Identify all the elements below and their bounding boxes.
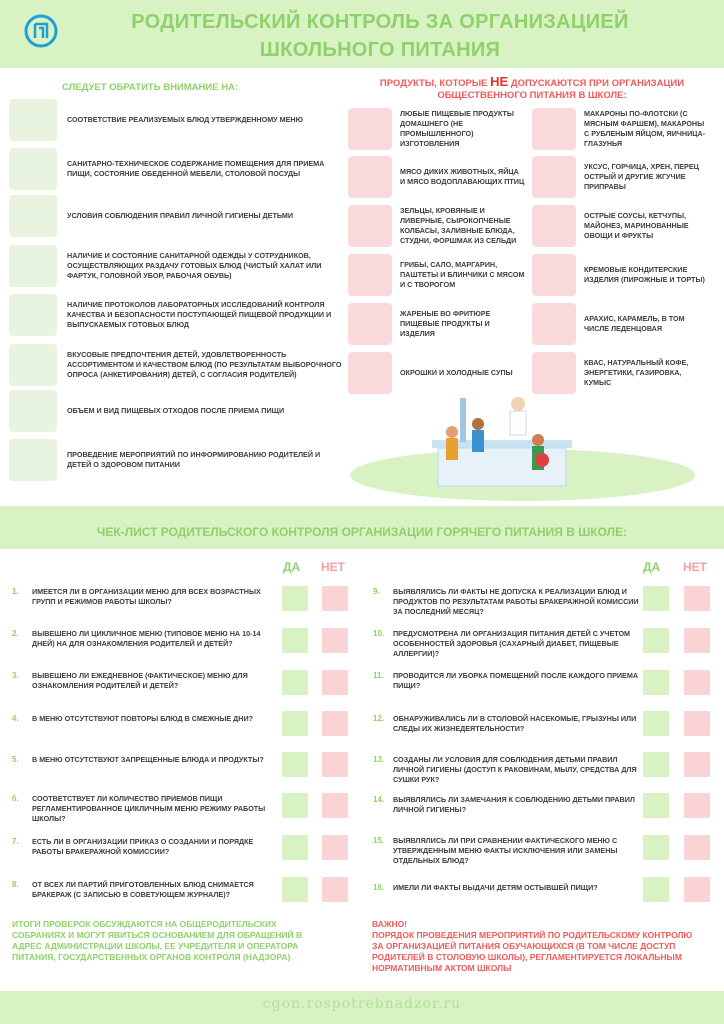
attention-item-text: СООТВЕТСТВИЕ РЕАЛИЗУЕМЫХ БЛЮД УТВЕРЖДЕННОМУ МЕНЮ: [67, 115, 304, 124]
yes-checkbox[interactable]: [282, 835, 308, 860]
document-icon: [9, 294, 57, 336]
no-checkbox[interactable]: [322, 752, 348, 777]
question-number: 6.: [12, 794, 19, 803]
yes-checkbox[interactable]: [643, 711, 669, 736]
fries-icon: [348, 303, 392, 345]
banned-item-text: ГРИБЫ, САЛО, МАРГАРИН, ПАШТЕТЫ И БЛИНЧИКИ С МЯСОМ И С ТВОРОГОМ: [400, 260, 525, 289]
title-line-2: ШКОЛЬНОГО ПИТАНИЯ: [259, 39, 501, 61]
banned-item-text: МАКАРОНЫ ПО-ФЛОТСКИ (С МЯСНЫМ ФАРШЕМ), МАКАРОНЫ С РУБЛЕНЫМ ЯЙЦОМ, ЯИЧНИЦА-ГЛАЗУНЬЯ: [584, 109, 706, 148]
pickles-jar-icon: [532, 205, 576, 247]
yes-checkbox[interactable]: [282, 793, 308, 818]
important-label: ВАЖНО!: [372, 919, 408, 929]
banned-item: [348, 156, 525, 202]
question-text: ЕСТЬ ЛИ В ОРГАНИЗАЦИИ ПРИКАЗ О СОЗДАНИИ И ПОРЯДКЕ РАБОТЫ БРАКЕРАЖНОЙ КОМИССИИ?: [32, 837, 254, 856]
banned-heading-ne: НЕ: [490, 74, 509, 89]
banned-item-text: ОСТРЫЕ СОУСЫ, КЕТЧУПЫ, МАЙОНЕЗ, МАРИНОВАННЫЕ ОВОЩИ И ФРУКТЫ: [584, 211, 689, 240]
sausage-icon: [348, 205, 392, 247]
menu-board-icon: [9, 99, 57, 141]
no-checkbox[interactable]: [322, 628, 348, 653]
rospotrebnadzor-logo-icon: [24, 14, 58, 48]
question-number: 14.: [373, 795, 385, 804]
no-checkbox[interactable]: [322, 586, 348, 611]
title-line-1: РОДИТЕЛЬСКИЙ КОНТРОЛЬ ЗА ОРГАНИЗАЦИЕЙ: [131, 11, 629, 33]
no-checkbox[interactable]: [684, 752, 710, 777]
question-text: ПРОВОДИТСЯ ЛИ УБОРКА ПОМЕЩЕНИЙ ПОСЛЕ КАЖДОГО ПРИЕМА ПИЩИ?: [393, 671, 639, 690]
question-number: 16.: [373, 883, 385, 892]
no-checkbox[interactable]: [684, 835, 710, 860]
no-header-right: НЕТ: [683, 560, 707, 574]
yes-checkbox[interactable]: [282, 628, 308, 653]
no-checkbox[interactable]: [684, 711, 710, 736]
attention-item: [0, 344, 345, 392]
question-text: ИМЕЕТСЯ ЛИ В ОРГАНИЗАЦИИ МЕНЮ ДЛЯ ВСЕХ ВОЗРАСТНЫХ ГРУПП И РЕЖИМОВ РАБОТЫ ШКОЛЫ?: [32, 587, 261, 606]
page-title: [90, 8, 670, 64]
question-text: ВЫЯВЛЯЛИСЬ ЛИ ФАКТЫ НЕ ДОПУСКА К РЕАЛИЗАЦИИ БЛЮД И ПРОДУКТОВ ПО РЕЗУЛЬТАТАМ РАБОТЫ БРАКЕРАЖНОЙ КОМИССИИ ЗА ПОСЛЕДНИЙ МЕСЯЦ?: [393, 587, 639, 616]
important-note: [372, 919, 702, 974]
attention-item-text: САНИТАРНО-ТЕХНИЧЕСКОЕ СОДЕРЖАНИЕ ПОМЕЩЕНИЯ ДЛЯ ПРИЕМА ПИЩИ, СОСТОЯНИЕ ОБЕДЕННОЙ МЕБЕЛИ, СТОЛОВОЙ ПОСУДЫ: [67, 159, 325, 178]
attention-item-text: ВКУСОВЫЕ ПРЕДПОЧТЕНИЯ ДЕТЕЙ, УДОВЛЕТВОРЕННОСТЬ АССОРТИМЕНТОМ И КАЧЕСТВОМ БЛЮД (ПО РЕЗУЛЬТАТАМ ВЫБОРОЧНОГО ОПРОСА (АНКЕТИРОВАНИЯ) ДЕТЕЙ, С СОГЛАСИЯ РОДИТЕЛЕЙ): [67, 350, 342, 379]
pasta-icon: [532, 108, 576, 150]
no-checkbox[interactable]: [322, 670, 348, 695]
mustard-icon: [532, 156, 576, 198]
banned-item: [532, 205, 702, 251]
yes-checkbox[interactable]: [643, 586, 669, 611]
banned-item: [348, 108, 518, 154]
no-checkbox[interactable]: [684, 670, 710, 695]
attention-item-text: ПРОВЕДЕНИЕ МЕРОПРИЯТИЙ ПО ИНФОРМИРОВАНИЮ РОДИТЕЛЕЙ И ДЕТЕЙ О ЗДОРОВОМ ПИТАНИИ: [67, 450, 321, 469]
uniform-icon: [9, 245, 57, 287]
banned-item: [532, 156, 702, 202]
attention-item-text: НАЛИЧИЕ ПРОТОКОЛОВ ЛАБОРАТОРНЫХ ИССЛЕДОВАНИЙ КОНТРОЛЯ КАЧЕСТВА И БЕЗОПАСНОСТИ ПОСТУПАЮЩЕЙ ПИЩЕВОЙ ПРОДУКЦИИ И ВЫПУСКАЕМЫХ ГОТОВЫХ БЛЮД: [67, 300, 332, 329]
question-text: ОБНАРУЖИВАЛИСЬ ЛИ В СТОЛОВОЙ НАСЕКОМЫЕ, ГРЫЗУНЫ ИЛИ СЛЕДЫ ИХ ЖИЗНЕДЕЯТЕЛЬНОСТИ?: [393, 714, 637, 733]
yes-checkbox[interactable]: [282, 586, 308, 611]
question-number: 4.: [12, 714, 19, 723]
question-text: В МЕНЮ ОТСУТСТВУЮТ ПОВТОРЫ БЛЮД В СМЕЖНЫЕ ДНИ?: [32, 714, 254, 723]
banned-item: [532, 303, 702, 349]
question-text: СООТВЕТСТВУЕТ ЛИ КОЛИЧЕСТВО ПРИЕМОВ ПИЩИ РЕГЛАМЕНТИРОВАННОЕ ЦИКЛИЧНЫМ МЕНЮ РЕЖИМУ РАБОТЫ ШКОЛЫ?: [32, 794, 266, 823]
question-number: 5.: [12, 755, 19, 764]
soda-bottles-icon: [532, 352, 576, 394]
summary-note: ИТОГИ ПРОВЕРОК ОБСУЖДАЮТСЯ НА ОБЩЕРОДИТЕЛЬСКИХ СОБРАНИЯХ И МОГУТ ЯВИТЬСЯ ОСНОВАНИЕМ ДЛЯ ОБРАЩЕНИЙ В АДРЕС АДМИНИСТРАЦИИ ШКОЛЫ, ЕЕ УЧРЕДИТЕЛЯ И ОПЕРАТОРА ПИТАНИЯ, ГОСУДАРСТВЕННЫХ ОРГАНОВ КОНТРОЛЯ (НАДЗОРА): [12, 919, 303, 962]
attention-heading: СЛЕДУЕТ ОБРАТИТЬ ВНИМАНИЕ НА:: [62, 82, 239, 93]
checklist-panel: [0, 549, 724, 991]
yes-checkbox[interactable]: [282, 670, 308, 695]
banned-item-text: АРАХИС, КАРАМЕЛЬ, В ТОМ ЧИСЛЕ ЛЕДЕНЦОВАЯ: [584, 314, 685, 333]
banned-heading-pre: ПРОДУКТЫ, КОТОРЫЕ: [379, 78, 488, 89]
question-number: 9.: [373, 587, 380, 596]
attention-item: [0, 245, 345, 293]
source-url: cgon.rospotrebnadzor.ru: [262, 996, 462, 1012]
attention-item-text: НАЛИЧИЕ И СОСТОЯНИЕ САНИТАРНОЙ ОДЕЖДЫ У СОТРУДНИКОВ, ОСУЩЕСТВЛЯЮЩИХ РАЗДАЧУ ГОТОВЫХ БЛЮД (ЧИСТЫЙ ХАЛАТ ИЛИ ФАРТУК, ГОЛОВНОЙ УБОР, РАБОЧАЯ ОБУВЬ): [67, 251, 322, 280]
attention-item: [0, 99, 345, 147]
question-text: В МЕНЮ ОТСУТСТВУЮТ ЗАПРЕЩЕННЫЕ БЛЮДА И ПРОДУКТЫ?: [32, 755, 264, 764]
no-checkbox[interactable]: [322, 877, 348, 902]
attention-item-text: ОБЪЕМ И ВИД ПИЩЕВЫХ ОТХОДОВ ПОСЛЕ ПРИЕМА ПИЩИ: [67, 406, 285, 415]
question-number: 1.: [12, 587, 19, 596]
banned-item-text: ОКРОШКИ И ХОЛОДНЫЕ СУПЫ: [400, 368, 513, 377]
banned-heading: [352, 76, 712, 102]
banned-item-text: ЗЕЛЬЦЫ, КРОВЯНЫЕ И ЛИВЕРНЫЕ, СЫРОКОПЧЕНЫЕ КОЛБАСЫ, ЗАЛИВНЫЕ БЛЮДА, СТУДНИ, ФОРШМАК ИЗ СЕЛЬДИ: [400, 206, 517, 245]
no-checkbox[interactable]: [684, 793, 710, 818]
banned-item: [532, 108, 706, 154]
no-checkbox[interactable]: [684, 628, 710, 653]
question-text: СОЗДАНЫ ЛИ УСЛОВИЯ ДЛЯ СОБЛЮДЕНИЯ ДЕТЬМИ ПРАВИЛ ЛИЧНОЙ ГИГИЕНЫ (ДОСТУП К РАКОВИНАМ, МЫЛУ, СРЕДСТВА ДЛЯ СУШКИ РУК?: [393, 755, 637, 784]
no-checkbox[interactable]: [684, 877, 710, 902]
yes-checkbox[interactable]: [643, 628, 669, 653]
banned-item-text: МЯСО ДИКИХ ЖИВОТНЫХ, ЯЙЦА И МЯСО ВОДОПЛАВАЮЩИХ ПТИЦ: [400, 167, 525, 186]
yes-checkbox[interactable]: [643, 793, 669, 818]
question-number: 8.: [12, 880, 19, 889]
attention-item-text: УСЛОВИЯ СОБЛЮДЕНИЯ ПРАВИЛ ЛИЧНОЙ ГИГИЕНЫ ДЕТЬМИ: [67, 211, 293, 220]
question-number: 3.: [12, 671, 19, 680]
no-checkbox[interactable]: [684, 586, 710, 611]
attention-item: [0, 294, 345, 342]
banned-item: [348, 303, 518, 349]
yes-header-left: ДА: [283, 560, 301, 574]
lollipop-icon: [532, 303, 576, 345]
attention-item: [0, 390, 345, 438]
attention-item: [0, 439, 345, 487]
question-number: 12.: [373, 714, 385, 723]
question-text: ВЫВЕШЕНО ЛИ ЦИКЛИЧНОЕ МЕНЮ (ТИПОВОЕ МЕНЮ НА 10-14 ДНЕЙ) НА ДЛЯ ОЗНАКОМЛЕНИЯ РОДИТЕЛЕЙ И ДЕТЕЙ?: [32, 629, 261, 648]
pancakes-icon: [348, 254, 392, 296]
meat-icon: [348, 156, 392, 198]
soup-icon: [348, 352, 392, 394]
important-text: ПОРЯДОК ПРОВЕДЕНИЯ МЕРОПРИЯТИЙ ПО РОДИТЕЛЬСКОМУ КОНТРОЛЮ ЗА ОРГАНИЗАЦИЕЙ ПИТАНИЯ ОБУЧАЮЩИХСЯ (В ТОМ ЧИСЛЕ ДОСТУП РОДИТЕЛЕЙ В СТОЛОВУЮ ШКОЛЫ), РЕГЛАМЕНТИРУЕТСЯ ЛОКАЛЬНЫМ НОРМАТИВНЫМ АКТОМ ШКОЛЫ: [372, 930, 693, 973]
question-number: 13.: [373, 755, 385, 764]
banned-heading-post: ДОПУСКАЮТСЯ ПРИ ОРГАНИЗАЦИИ: [510, 78, 685, 89]
question-number: 2.: [12, 629, 19, 638]
checklist-title: ЧЕК-ЛИСТ РОДИТЕЛЬСКОГО КОНТРОЛЯ ОРГАНИЗАЦИИ ГОРЯЧЕГО ПИТАНИЯ В ШКОЛЕ:: [96, 525, 628, 539]
teacher-icon: [9, 439, 57, 481]
question-text: ВЫЯВЛЯЛИСЬ ЛИ ЗАМЕЧАНИЯ К СОБЛЮДЕНИЮ ДЕТЬМИ ПРАВИЛ ЛИЧНОЙ ГИГИЕНЫ?: [393, 795, 635, 814]
yes-checkbox[interactable]: [643, 835, 669, 860]
child-eating-icon: [9, 344, 57, 386]
no-header-left: НЕТ: [321, 560, 345, 574]
attention-item: [0, 148, 345, 196]
cleaner-icon: [9, 148, 57, 190]
info-panel: [0, 68, 724, 506]
yes-checkbox[interactable]: [282, 877, 308, 902]
question-text: ИМЕЛИ ЛИ ФАКТЫ ВЫДАЧИ ДЕТЯМ ОСТЫВШЕЙ ПИЩИ?: [393, 883, 598, 892]
yes-checkbox[interactable]: [282, 711, 308, 736]
question-number: 10.: [373, 629, 385, 638]
question-text: ОТ ВСЕХ ЛИ ПАРТИЙ ПРИГОТОВЛЕННЫХ БЛЮД СНИМАЕТСЯ БРАКЕРАЖ (С ЗАПИСЬЮ В СОВЕТУЮЩЕМ ЖУРНАЛЕ)?: [32, 880, 254, 899]
banned-item-text: КРЕМОВЫЕ КОНДИТЕРСКИЕ ИЗДЕЛИЯ (ПИРОЖНЫЕ И ТОРТЫ): [584, 265, 705, 284]
question-text: ВЫВЕШЕНО ЛИ ЕЖЕДНЕВНОЕ (ФАКТИЧЕСКОЕ) МЕНЮ ДЛЯ ОЗНАКОМЛЕНИЯ РОДИТЕЛЕЙ И ДЕТЕЙ?: [32, 671, 248, 690]
attention-item: [0, 195, 345, 243]
question-number: 11.: [373, 671, 384, 680]
banned-item-text: ЖАРЕНЫЕ ВО ФРИТЮРЕ ПИЩЕВЫЕ ПРОДУКТЫ И ИЗДЕЛИЯ: [400, 309, 491, 338]
no-checkbox[interactable]: [322, 835, 348, 860]
trash-bin-icon: [9, 390, 57, 432]
banned-heading-line2: ОБЩЕСТВЕННОГО ПИТАНИЯ В ШКОЛЕ:: [437, 90, 627, 101]
yes-header-right: ДА: [643, 560, 661, 574]
banned-item-text: УКСУС, ГОРЧИЦА, ХРЕН, ПЕРЕЦ ОСТРЫЙ И ДРУГИЕ ЖГУЧИЕ ПРИПРАВЫ: [584, 162, 699, 191]
cafeteria-children-icon: [430, 390, 575, 500]
no-checkbox[interactable]: [322, 793, 348, 818]
question-number: 15.: [373, 836, 385, 845]
yes-checkbox[interactable]: [643, 752, 669, 777]
yes-checkbox[interactable]: [643, 877, 669, 902]
hand-washing-icon: [9, 195, 57, 237]
question-text: ВЫЯВЛЯЛИСЬ ЛИ ПРИ СРАВНЕНИИ ФАКТИЧЕСКОГО МЕНЮ С УТВЕРЖДЕННЫМ МЕНЮ ФАКТЫ ИСКЛЮЧЕНИЯ ИЛИ ЗАМЕНЫ ОТДЕЛЬНЫХ БЛЮД?: [393, 836, 618, 865]
yes-checkbox[interactable]: [282, 752, 308, 777]
banned-item: [348, 254, 525, 300]
banned-item: [532, 254, 705, 300]
no-checkbox[interactable]: [322, 711, 348, 736]
banned-item-text: КВАС, НАТУРАЛЬНЫЙ КОФЕ, ЭНЕРГЕТИКИ, ГАЗИРОВКА, КУМЫС: [584, 358, 689, 387]
cake-icon: [532, 254, 576, 296]
yes-checkbox[interactable]: [643, 670, 669, 695]
question-text: ПРЕДУСМОТРЕНА ЛИ ОРГАНИЗАЦИЯ ПИТАНИЯ ДЕТЕЙ С УЧЕТОМ ОСОБЕННОСТЕЙ ЗДОРОВЬЯ (САХАРНЫЙ ДИАБЕТ, ПИЩЕВЫЕ АЛЛЕРГИИ)?: [393, 629, 631, 658]
sandwich-icon: [348, 108, 392, 150]
banned-item-text: ЛЮБЫЕ ПИЩЕВЫЕ ПРОДУКТЫ ДОМАШНЕГО (НЕ ПРОМЫШЛЕННОГО) ИЗГОТОВЛЕНИЯ: [400, 109, 514, 148]
question-number: 7.: [12, 837, 19, 846]
banned-item: [348, 205, 518, 251]
